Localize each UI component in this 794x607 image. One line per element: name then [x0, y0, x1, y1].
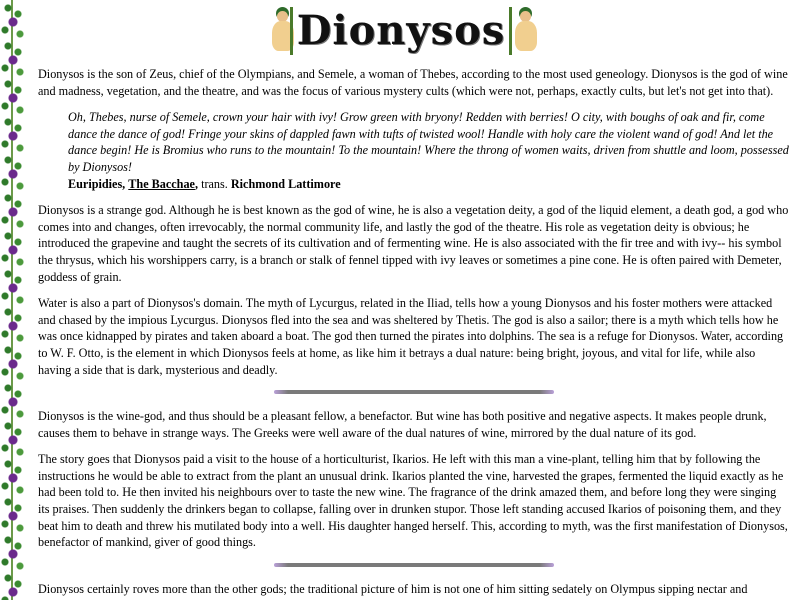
quote-work-link[interactable]: The Bacchae — [128, 176, 195, 191]
roving-paragraph: Dionysos certainly roves more than the other gods; the traditional picture of him is not one of him sitting sedately on Olympus sipping nectar and — [38, 581, 748, 596]
section-divider — [274, 390, 554, 394]
page-header — [266, 4, 536, 58]
citation-separator: , — [194, 176, 199, 191]
strange-god-paragraph: Dionysos is a strange god. Although he is best known as the god of wine, he is also a vegetation deity, a god of the liquid element, a death god, a god who comes into and changes, often irrevocably, the normal community life, and lastly the god of the theatre. His role as vegetation deity is obvious; he introduced the grapevine and taught the secrets of its cultivation and of fermenting wine. He is also associated with the fir tree and with ivy-- his symbol the thrysus, which his worshippers carry, is a branch or stalk of fennel tipped with ivy leaves or sometimes a pine cone. He is often paired with Demeter, goddess of grain. — [38, 203, 789, 284]
ikarios-paragraph: The story goes that Dionysos paid a visit to the house of a horticulturist, Ikarios. He left with this man a vine-plant, telling him that by following the instructions he would be able to extract from the plant an unusual drink. Ikarios planted the vine, harvested the grapes, fermented the liquid exactly as he had been told to. He then invited his neighbours over to taste the new wine. The fragrance of the drink amazed them, and before long they were singing its praises. Then suddenly the drinkers began to collapse, falling over in drunken stupor. Those left standing accused Ikarios of poisoning them, and they beat him to death and threw his mutilated body into a well. His daughter hanged herself. This, according to myth, was the first manifestation of Dionysos, benefactor of mankind, giver of good things. — [38, 452, 788, 550]
trans-label: trans. — [198, 176, 231, 191]
grapevine-border-icon — [0, 0, 30, 600]
cherub-icon — [266, 5, 293, 57]
quote-citation — [68, 177, 341, 191]
section-divider — [274, 563, 554, 567]
quote-translator: Richmond Lattimore — [230, 176, 341, 191]
intro-paragraph: Dionysos is the son of Zeus, chief of the Olympians, and Semele, a woman of Thebes, according to the most used geneology. Dionysos is the god of wine and madness, vegetation, and the theatre, and was the focus of various mystery cults (which were not, perhaps, exactly cults, but let's not get into that). — [38, 67, 788, 98]
quote-author: Euripidies, — [68, 176, 126, 191]
quote-text: Oh, Thebes, nurse of Semele, crown your hair with ivy! Grow green with bryony! Redden with berries! O city, with boughs of oak and fir, come dance the dance of god! Fringe your skins of dappled fawn with tufts of twisted wool! Handle with holy care the violent wand of god! And let the dance begin! He is Bromius who runs to the mountain! To the mountain! Where the throng of women waits, driven from shuttle and loom, possessed by Dionysos! — [68, 110, 789, 174]
article-body — [38, 66, 790, 607]
water-paragraph: Water is also a part of Dionysos's domain. The myth of Lycurgus, related in the Iliad, tells how a young Dionysos and his foster mothers were attacked and chased by the impious Lycurgus. Dionysos fled into the sea and was sheltered by Thetis. The god is also a sailor; there is a myth which tells how he was once kidnapped by pirates and taken aboard a boat. The god then turned the pirates into dolphins. The sea is a refuge for Dionysos. Water, according to W. F. Otto, is the element in which Dionysos feels at home, as like him it betrays a dual nature: being bright, joyous, and vital for life, while also having a side that is dark, mysterious and deadly. — [38, 296, 784, 377]
bacchae-quote — [68, 109, 790, 192]
page-title: Dionysos — [296, 6, 506, 54]
wine-god-paragraph: Dionysos is the wine-god, and thus should be a pleasant fellow, a benefactor. But wine has both positive and negative aspects. It makes people drunk, causes them to behave in strange ways. The Greeks were well aware of the dual natures of wine, mirrored by the dual nature of its god. — [38, 409, 767, 440]
cherub-icon — [509, 5, 536, 57]
